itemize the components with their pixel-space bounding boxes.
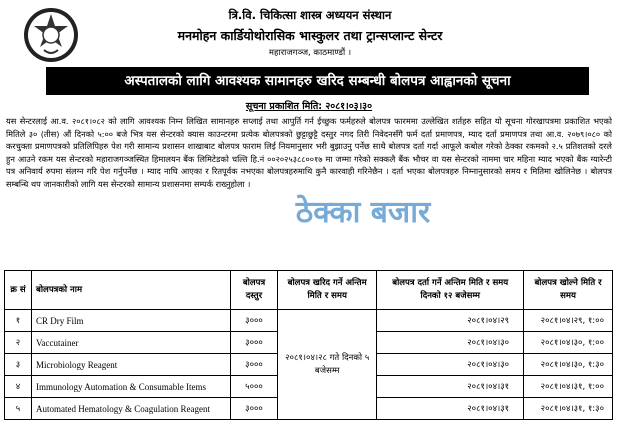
row-fee: ५००० <box>231 376 278 398</box>
table-row <box>5 310 613 332</box>
row-item-name: Vaccutainer <box>32 332 231 354</box>
center-name: मनमोहन कार्डियोथोरासिक भास्कुलर तथा ट्रान्सप्लान्ट सेन्टर <box>177 28 443 43</box>
col-header-fee: बोलपत्र दस्तुर <box>231 271 278 310</box>
row-register-date: २०८१।०४।३१ <box>377 376 524 398</box>
row-open-date: २०८१।०४।३०, १:३० <box>524 354 613 376</box>
watermark-text: ठेक्का बजार <box>295 195 431 230</box>
row-register-date: २०८१।०४।३० <box>377 354 524 376</box>
col-header-purchase: बोलपत्र खरिद गर्ने अन्तिम मिति र समय <box>278 271 377 310</box>
row-register-date: २०८१।०४।२९ <box>377 310 524 332</box>
row-open-date: २०८१।०४।२९, १:०० <box>524 310 613 332</box>
row-sn: १ <box>5 310 32 332</box>
thekka-bazar-watermark <box>238 186 488 236</box>
purchase-deadline-cell: २०८१।०४।२८ गते दिनको ५ बजेसम्म <box>278 310 377 420</box>
row-item-name: Immunology Automation & Consumable Items <box>32 376 231 398</box>
row-sn: ३ <box>5 354 32 376</box>
row-fee: ३००० <box>231 310 278 332</box>
row-open-date: २०८१।०४।३१, १:३० <box>524 398 613 420</box>
row-sn: ४ <box>5 376 32 398</box>
row-sn: २ <box>5 332 32 354</box>
table-header-row <box>5 271 613 310</box>
nepal-government-emblem-logo <box>22 6 80 64</box>
row-item-name: CR Dry Film <box>32 310 231 332</box>
col-header-open: बोलपत्र खोल्ने मिति र समय <box>524 271 613 310</box>
row-fee: ३००० <box>231 354 278 376</box>
institute-name: त्रि.वि. चिकित्सा शास्त्र अध्ययन संस्थान <box>228 8 392 22</box>
row-fee: ३००० <box>231 332 278 354</box>
col-header-name: बोलपत्रको नाम <box>32 271 231 310</box>
row-fee: ३००० <box>231 398 278 420</box>
row-register-date: २०८१।०४।३१ <box>377 398 524 420</box>
row-register-date: २०८१।०४।३० <box>377 332 524 354</box>
col-header-sn: क्र सं <box>5 271 32 310</box>
row-item-name: Microbiology Reagent <box>32 354 231 376</box>
published-date: सूचना प्रकाशित मिति: २०८१।०३।३० <box>245 101 373 112</box>
center-address: महाराजगञ्ज, काठमाण्डौं । <box>268 48 352 58</box>
tender-table <box>4 270 613 420</box>
notice-title-banner: अस्पतालको लागि आवश्यक सामानहरु खरिद सम्बन्धी बोलपत्र आह्वानको सूचना <box>46 67 589 95</box>
row-item-name: Automated Hematology & Coagulation Reagent <box>32 398 231 420</box>
col-header-register: बोलपत्र दर्ता गर्ने अन्तिम मिति र समय दिनको १२ बजेसम्म <box>377 271 524 310</box>
row-sn: ५ <box>5 398 32 420</box>
notice-body-paragraph: यस सेन्टरलाई आ.व. २०८१।०८२ को लागि आवश्यक निम्न लिखित सामानहरु सप्लाई तथा आपुर्ति गर्न ईच्छुक फर्महरुले बोलपत्र फारममा उल्लेखित शर्तहरु सहित यो सूचना गोरखापत्रमा प्रकाशित भएको मितिले ३० (तीस) औं दिनको ५:०० बजे भित्र यस सेन्टरको क्यास काउन्टरमा प्रत्येक बोलपत्रको छुट्टाछुट्टै दस्तुर नगद तिरी निवेदनसँगै फर्म दर्ता प्रमाणपत्र, म्याद दर्ता प्रमाणपत्र तथा आ.व. २०७९।०८० को करचुक्ता प्रमाणपत्रको प्रतिलिपिहरु पेश गरी सामान्य प्रशासन शाखाबाट बोलपत्र फाराम लिई नियमानुसार भरी बुझाउनु पर्नेछ साथै बोलपत्र दर्ता गर्दा आफूले कबोल गरेको ठेक्का रकमको २.५ प्रतिशतको दरले हुन आउने रकम यस सेन्टरको महाराजगञ्जस्थित हिमालयन बैंक लिमिटेडको चल्ति हि.नं ००२०२५३८८००१७ मा जम्मा गरेको सक्कलै बैंक भौचर वा यस सेन्टरको नाममा चार महिना म्याद भएको बैंक ग्यारेन्टी पत्र अनिवार्य रुपमा संलग्न गरि पेश गर्नुपर्नेछ । म्याद नाघि आएका र रितपूर्वक नभएका बोलपत्रहरुमाथि कुनै कारवाही गरिनेछैन । दर्ता भएका बोलपत्रहरु निम्नानुसारको समय र मितिमा खोलिनेछ । बोलपत्र सम्बन्धि थप जानकारीको लागि यस सेन्टरको सामान्य प्रशासनमा सम्पर्क राख्नुहोला । <box>6 116 612 189</box>
row-open-date: २०८१।०४।३१, १:०० <box>524 376 613 398</box>
row-open-date: २०८१।०४।३०, १:०० <box>524 332 613 354</box>
